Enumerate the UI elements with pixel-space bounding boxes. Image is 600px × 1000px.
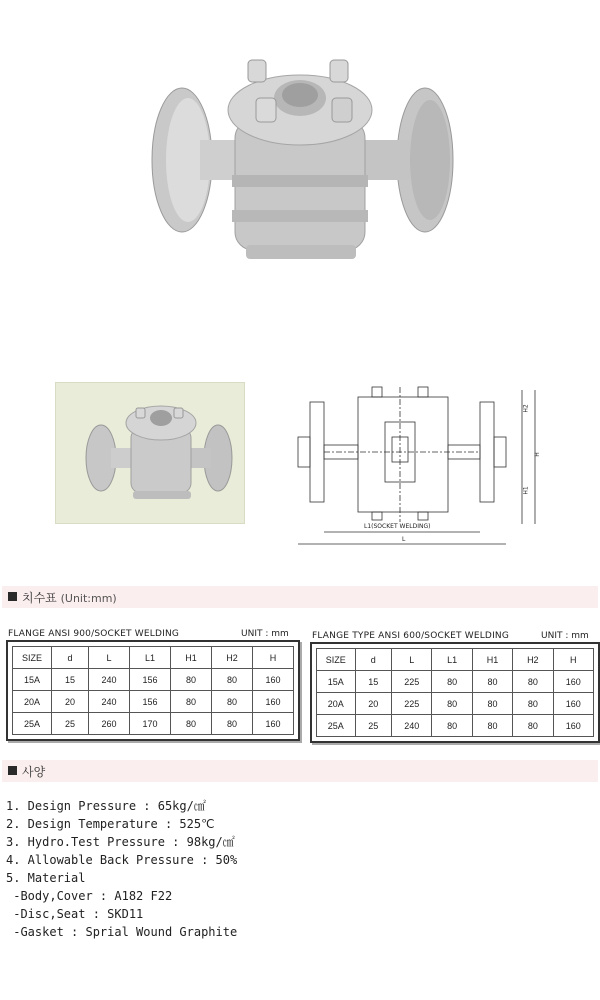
- table-header-row: [13, 647, 294, 669]
- section-header-dimensions: [2, 586, 598, 608]
- table-right-caption: FLANGE TYPE ANSI 600/SOCKET WELDING: [312, 631, 510, 641]
- product-photo: [55, 382, 245, 524]
- column-header: H2: [513, 649, 553, 671]
- table-cell: 80: [513, 671, 553, 693]
- section-title-specs: 사양: [22, 765, 46, 779]
- table-cell: 160: [253, 669, 294, 691]
- table-cell: 80: [513, 715, 553, 737]
- spec-item: -Gasket : Sprial Wound Graphite: [6, 925, 238, 939]
- column-header: L: [89, 647, 130, 669]
- spec-item: 3. Hydro.Test Pressure : 98kg/㎠: [6, 835, 235, 849]
- column-header: H: [553, 649, 594, 671]
- section-header-specs: [2, 760, 598, 782]
- table-cell: 25: [52, 713, 89, 735]
- table-cell: 80: [171, 669, 212, 691]
- dimension-table-ansi900: [12, 646, 294, 735]
- table-cell: 80: [513, 693, 553, 715]
- section-unit: (Unit:mm): [60, 592, 117, 605]
- table-cell: 156: [130, 669, 171, 691]
- table-cell: 25A: [317, 715, 356, 737]
- table-cell: 80: [212, 691, 253, 713]
- table-right-frame: [310, 642, 600, 743]
- table-cell: 80: [432, 671, 472, 693]
- spec-item: 1. Design Pressure : 65kg/㎠: [6, 799, 206, 813]
- dim-label-l1: L1(SOCKET WELDING): [364, 523, 431, 530]
- spec-item: 5. Material: [6, 871, 86, 885]
- spec-item: -Body,Cover : A182 F22: [6, 889, 173, 903]
- table-row: [317, 671, 594, 693]
- spec-list: [6, 797, 237, 941]
- table-cell: 20: [52, 691, 89, 713]
- table-cell: 80: [472, 671, 512, 693]
- column-header: H2: [212, 647, 253, 669]
- table-cell: 160: [553, 715, 594, 737]
- table-cell: 15A: [13, 669, 52, 691]
- table-right-unit: UNIT : mm: [541, 631, 589, 641]
- table-cell: 25: [355, 715, 391, 737]
- table-cell: 80: [212, 713, 253, 735]
- spec-item: 4. Allowable Back Pressure : 50%: [6, 853, 238, 867]
- table-cell: 80: [432, 715, 472, 737]
- table-cell: 225: [392, 671, 432, 693]
- column-header: d: [52, 647, 89, 669]
- table-row: [13, 691, 294, 713]
- table-cell: 20A: [13, 691, 52, 713]
- table-row: [317, 715, 594, 737]
- bullet-square-icon: [8, 592, 17, 601]
- table-cell: 156: [130, 691, 171, 713]
- dim-label-l: L: [402, 536, 406, 543]
- column-header: H1: [171, 647, 212, 669]
- table-cell: 240: [89, 669, 130, 691]
- column-header: L1: [432, 649, 472, 671]
- table-cell: 80: [472, 693, 512, 715]
- table-cell: 80: [212, 669, 253, 691]
- dim-label-h1: H1: [522, 486, 530, 495]
- table-cell: 240: [392, 715, 432, 737]
- column-header: d: [355, 649, 391, 671]
- table-cell: 160: [253, 691, 294, 713]
- dimension-table-ansi600: [316, 648, 594, 737]
- table-cell: 80: [171, 713, 212, 735]
- column-header: H: [253, 647, 294, 669]
- spec-item: 2. Design Temperature : 525℃: [6, 817, 215, 831]
- table-cell: 260: [89, 713, 130, 735]
- column-header: L: [392, 649, 432, 671]
- dim-label-h: H: [533, 452, 541, 457]
- table-cell: 80: [432, 693, 472, 715]
- table-cell: 25A: [13, 713, 52, 735]
- table-left-frame: [6, 640, 300, 741]
- table-cell: 225: [392, 693, 432, 715]
- table-cell: 80: [472, 715, 512, 737]
- column-header: L1: [130, 647, 171, 669]
- spec-item: -Disc,Seat : SKD11: [6, 907, 144, 921]
- table-left-caption: FLANGE ANSI 900/SOCKET WELDING: [8, 629, 180, 639]
- table-cell: 15A: [317, 671, 356, 693]
- table-cell: 15: [52, 669, 89, 691]
- column-header: SIZE: [317, 649, 356, 671]
- table-cell: 160: [553, 671, 594, 693]
- dim-label-h2: H2: [522, 404, 530, 413]
- table-cell: 80: [171, 691, 212, 713]
- table-cell: 240: [89, 691, 130, 713]
- table-cell: 170: [130, 713, 171, 735]
- product-image-large: [140, 40, 460, 270]
- bullet-square-icon: [8, 766, 17, 775]
- table-row: [13, 713, 294, 735]
- table-cell: 20: [355, 693, 391, 715]
- table-row: [317, 693, 594, 715]
- table-header-row: [317, 649, 594, 671]
- section-title-dimensions: 치수표: [22, 591, 57, 605]
- table-cell: 160: [253, 713, 294, 735]
- table-left-unit: UNIT : mm: [241, 629, 289, 639]
- table-cell: 160: [553, 693, 594, 715]
- column-header: H1: [472, 649, 512, 671]
- table-row: [13, 669, 294, 691]
- table-cell: 15: [355, 671, 391, 693]
- table-cell: 20A: [317, 693, 356, 715]
- column-header: SIZE: [13, 647, 52, 669]
